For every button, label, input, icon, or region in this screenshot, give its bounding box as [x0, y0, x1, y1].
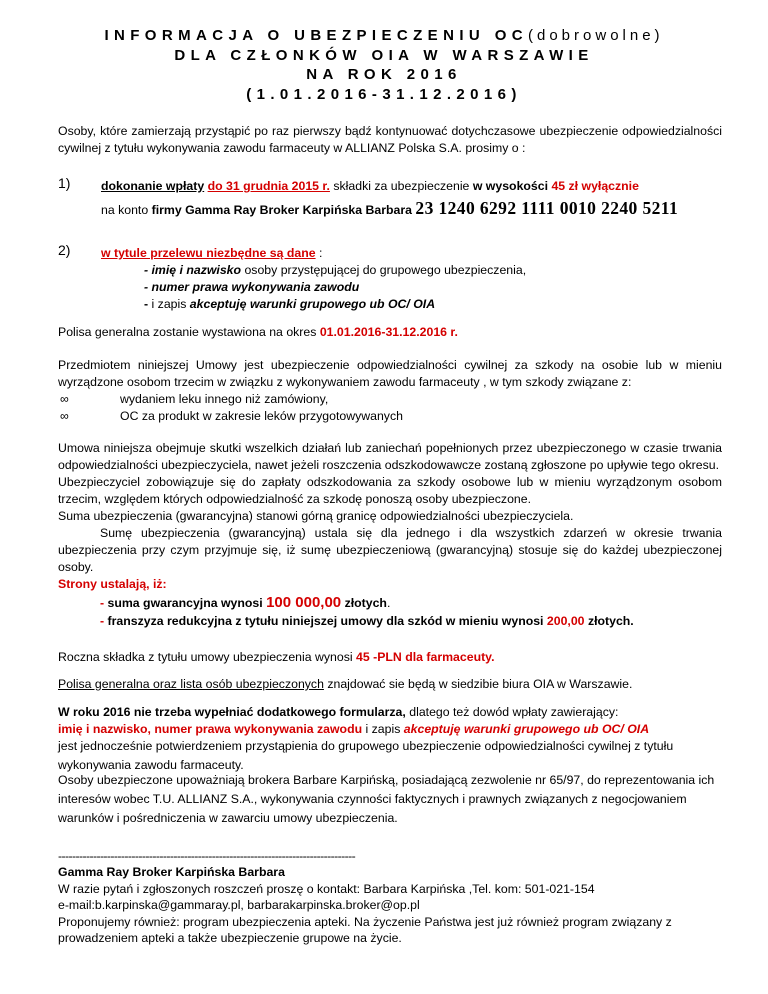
- coverage-paragraph-3: Suma ubezpieczenia (gwarancyjna) stanowi górną granicę odpowiedzialności ubezpieczyciela.: [58, 508, 574, 523]
- coverage-paragraph-2: Ubezpieczyciel zobowiązuje się do zapłaty odszkodowania za szkody osobowe lub w mieniu wyrządzonym osobom trzecim, względem których odpowiedzialność za szkodę ponoszą osoby ubezpieczone.: [58, 474, 722, 506]
- bank-account-number: 23 1240 6292 1111 0010 2240 5211: [415, 197, 679, 218]
- coverage-paragraph-4: Sumę ubezpieczenia (gwarancyjną) ustala się dla jednego i dla wszystkich zdarzeń w okresie trwania ubezpieczenia przy czym przyjmuje się, iż sumę ubezpieczeniową (gwarancyjną) stosuje się do każdej ubezpieczonej osoby.: [58, 525, 722, 574]
- coverage-paragraph-1: Umowa niniejsza obejmuje skutki wszelkich działań lub zaniechań popełnionych przez ubezpieczonego w czasie trwania odpowiedzialności ubezpieczyciela, nawet jeżeli roszczenia odszkodowawcze zostaną zgłoszone po upływie tego okresu.: [58, 441, 722, 472]
- item-2-line-3: - i zapis akceptuję warunki grupowego ub OC/ OIA: [144, 296, 436, 311]
- footer-company: Gamma Ray Broker Karpińska Barbara: [58, 865, 285, 880]
- item-1: [101, 178, 741, 220]
- location-paragraph: Polisa generalna oraz lista osób ubezpieczonych znajdować sie będą w siedzibie biura OIA w Warszawie.: [58, 677, 633, 691]
- year-note-line-2: imię i nazwisko, numer prawa wykonywania zawodu i zapis akceptuję warunki grupowego ub OC/ OIA: [58, 721, 650, 736]
- subject-bullet-2: ∞ OC za produkt w zakresie leków przygotowywanych: [60, 408, 403, 423]
- item-1-number: 1): [58, 175, 71, 191]
- title-line-4: (1.01.2016-31.12.2016): [246, 85, 522, 103]
- year-note-line-3: jest jednocześnie potwierdzeniem przystąpienia do grupowego ubezpieczenie odpowiedzialności cywilnej z tytułu wykonywania zawodu farmaceuty.: [58, 739, 674, 773]
- footer-separator: -------------------------------------------------------------------------------------: [58, 849, 356, 863]
- policy-period: Polisa generalna zostanie wystawiona na okres 01.01.2016-31.12.2016 r.: [58, 325, 458, 339]
- document-title: [40, 26, 728, 104]
- bullet-symbol: ∞: [60, 408, 69, 423]
- subject-section: [58, 357, 722, 425]
- premium-paragraph: Roczna składka z tytułu umowy ubezpieczenia wynosi 45 -PLN dla farmaceuty.: [58, 650, 495, 664]
- intro-paragraph: Osoby, które zamierzają przystąpić po raz pierwszy bądź kontynuować dotychczasowe ubezpieczenie odpowiedzialności cywilnej z tytułu wykonywania zawodu farmaceuty w ALLIANZ Polska S.A. prosimy o :: [58, 124, 722, 155]
- item-2-line-2: - numer prawa wykonywania zawodu: [144, 279, 360, 294]
- item-2-line-1: - imię i nazwisko osoby przystępującej do grupowego ubezpieczenia,: [144, 262, 527, 277]
- footer-email: e-mail:b.karpinska@gammaray.pl, barbarakarpinska.broker@op.pl: [58, 898, 420, 913]
- parties-line-2: - franszyza redukcyjna z tytułu niniejszej umowy dla szkód w mieniu wynosi 200,00 złotych.: [100, 614, 634, 629]
- item-2: [101, 245, 721, 313]
- coverage-section: [58, 440, 722, 630]
- year-note-line-1: W roku 2016 nie trzeba wypełniać dodatkowego formularza, dlatego też dowód wpłaty zawierający:: [58, 705, 619, 719]
- item-1-line-1: dokonanie wpłaty do 31 grudnia 2015 r. składki za ubezpieczenie w wysokości 45 zł wyłącznie: [101, 179, 639, 193]
- item-2-heading: w tytule przelewu niezbędne są dane :: [101, 246, 323, 260]
- year-note: [58, 704, 722, 775]
- parties-heading: Strony ustalają, iż:: [58, 576, 167, 591]
- title-line-2: DLA CZŁONKÓW OIA W WARSZAWIE: [174, 46, 594, 64]
- parties-line-1: - suma gwarancyjna wynosi 100 000,00 złotych.: [100, 593, 391, 611]
- title-line-1: INFORMACJA O UBEZPIECZENIU OC(dobrowolne): [104, 27, 664, 44]
- subject-bullet-1: ∞ wydaniem leku innego niż zamówiony,: [60, 391, 329, 406]
- bullet-symbol: ∞: [60, 391, 69, 406]
- footer-contact: W razie pytań i zgłoszonych roszczeń proszę o kontakt: Barbara Karpińska ,Tel. kom: 501-021-154: [58, 881, 595, 896]
- authorization-paragraph: Osoby ubezpieczone upoważniają brokera Barbare Karpińską, posiadającą zezwolenie nr 65/97, do reprezentowania ich interesów wobec T.U. ALLIANZ S.A., wykonywania czynności faktycznych i prawnych związanych z negocjowaniem warunków i pośredniczenia w zawarciu umowy ubezpieczenia.: [58, 773, 715, 826]
- item-1-line-2: na konto firmy Gamma Ray Broker Karpińska Barbara 23 1240 6292 1111 0010 2240 5211: [101, 197, 679, 218]
- title-line-3: NA ROK 2016: [306, 66, 462, 83]
- footer: [58, 848, 722, 947]
- subject-paragraph: Przedmiotem niniejszej Umowy jest ubezpieczenie odpowiedzialności cywilnej za szkody na osobie lub w mieniu wyrządzone osobom trzecim w związku z wykonywaniem zawodu farmaceuty , w tym szkody związane z:: [58, 358, 722, 389]
- footer-offer: Proponujemy również: program ubezpieczenia apteki. Na życzenie Państwa jest już również program związany z prowadzeniem apteki a także ubezpieczenie grupowe na życie.: [58, 914, 672, 946]
- item-2-number: 2): [58, 242, 71, 258]
